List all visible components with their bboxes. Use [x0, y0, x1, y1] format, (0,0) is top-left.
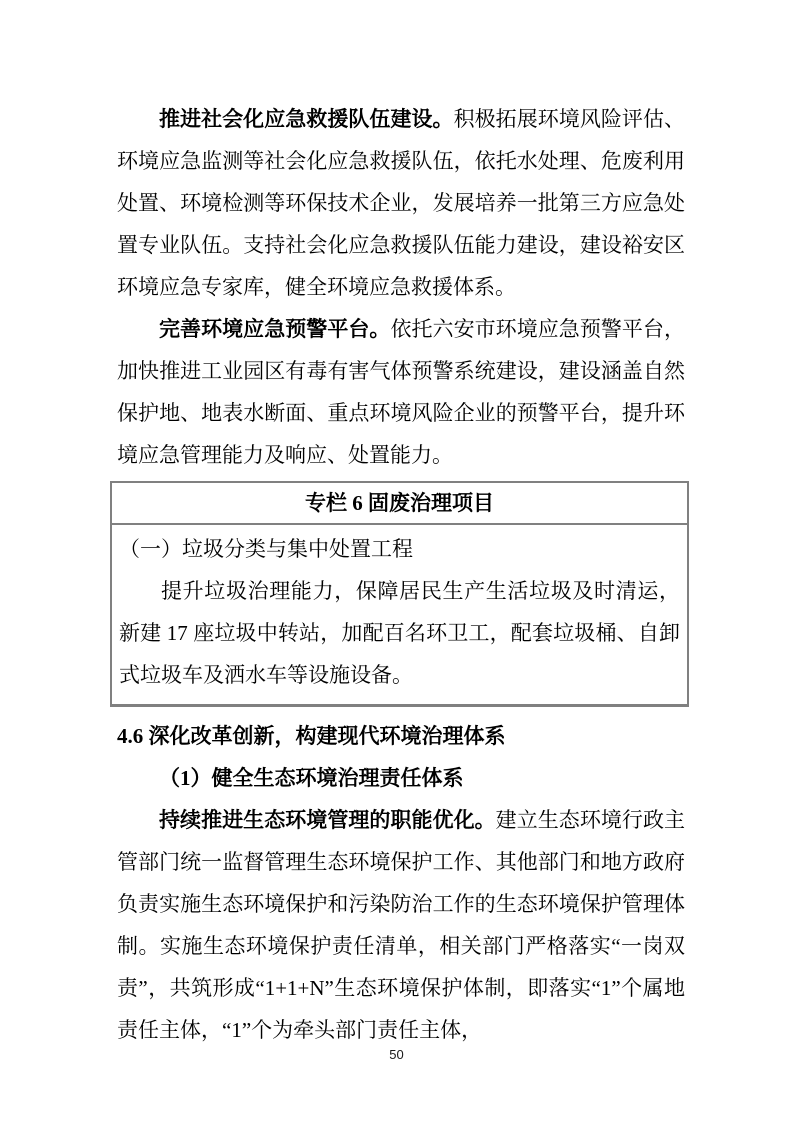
paragraph-lead: 持续推进生态环境管理的职能优化。	[159, 808, 496, 832]
callout-item-heading: （一）垃圾分类与集中处置工程	[119, 537, 413, 561]
callout-box-title: 专栏 6 固废治理项目	[112, 483, 687, 525]
section-heading-4-6: 4.6 深化改革创新，构建现代环境治理体系	[117, 724, 506, 748]
paragraph-lead: 推进社会化应急救援队伍建设。	[159, 107, 454, 131]
paragraph-early-warning-platform	[117, 308, 685, 476]
paragraph-text: 建立生态环境行政主管部门统一监督管理生态环境保护工作、其他部门和地方政府负责实施生态环境保护和污染防治工作的生态环境保护管理体制。实施生态环境保护责任清单，相关部门严格落实“一岗双责”，共筑形成“1+1+N”生态环境保护体制，即落实“1”个属地责任主体，“1”个为牵头部门责任主体，	[117, 808, 686, 1042]
paragraph-governance-responsibility	[117, 799, 685, 1051]
callout-box-body	[112, 525, 687, 704]
paragraph-emergency-rescue-teams	[117, 98, 685, 308]
callout-box-solid-waste-projects	[110, 481, 689, 707]
paragraph-lead: 完善环境应急预警平台。	[159, 317, 391, 341]
paragraph-text: 依托六安市环境应急预警平台，加快推进工业园区有毒有害气体预警系统建设，建设涵盖自然保护地、地表水断面、重点环境风险企业的预警平台，提升环境应急管理能力及响应、处置能力。	[117, 317, 686, 467]
page-number: 50	[389, 1047, 404, 1062]
page-content	[117, 98, 685, 1051]
paragraph-text: 积极拓展环境风险评估、环境应急监测等社会化应急救援队伍，依托水处理、危废利用处置、环境检测等环保技术企业，发展培养一批第三方应急处置专业队伍。支持社会化应急救援队伍能力建设，建设裕安区环境应急专家库，健全环境应急救援体系。	[117, 107, 686, 299]
callout-item-body: 提升垃圾治理能力，保障居民生产生活垃圾及时清运，新建 17 座垃圾中转站，加配百名环卫工，配套垃圾桶、自卸式垃圾车及洒水车等设施设备。	[119, 579, 680, 687]
section-subheading-1: （1）健全生态环境治理责任体系	[159, 766, 464, 790]
